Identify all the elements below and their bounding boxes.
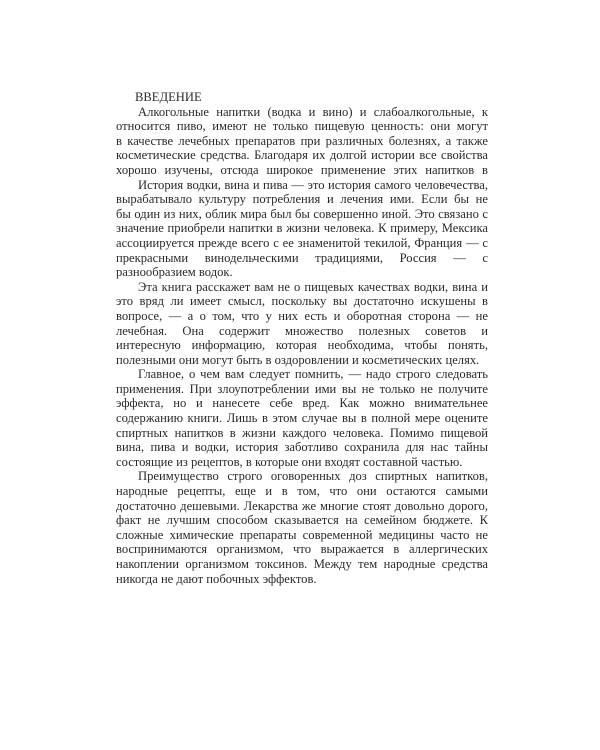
text-line: состоящие из рецептов, в которые они входят составной частью. <box>116 454 463 469</box>
section-heading: ВВЕДЕНИЕ <box>135 90 202 104</box>
text-line: никогда не дают побочных эффектов. <box>116 571 317 586</box>
text-line: сложные химические препараты современной медицины часто не <box>116 527 488 542</box>
text-line: эффекта, но и нанесете себе вред. Как можно внимательнее <box>116 396 488 411</box>
text-line: бы один из них, облик мира был бы совершенно иной. Это связано с <box>116 206 488 221</box>
document-page <box>116 90 488 586</box>
text-line: достаточно дешевыми. Лекарства же многие стоят довольно дорого, <box>116 498 488 513</box>
text-line: ассоциируется прежде всего с ее знаменитой текилой, Франция — с <box>116 235 488 250</box>
text-line: воспринимаются организмом, что выражается в аллергических <box>116 542 488 557</box>
text-line: История водки, вина и пива — это история самого человечества, <box>138 177 488 192</box>
text-line: хорошо изучены, отсюда широкое применение этих напитков в <box>116 162 488 177</box>
paragraph <box>116 367 488 469</box>
text-line: применения. При злоупотреблении ими вы не только не получите <box>116 381 488 396</box>
text-line: накоплении организмом токсинов. Между тем народные средства <box>116 557 488 571</box>
document-body <box>116 105 488 587</box>
text-line: прекрасными винодельческими традициями, Россия — с <box>116 250 488 265</box>
text-line: относится пиво, имеют не только пищевую ценность: они могут <box>116 119 488 134</box>
text-line: вина, пива и водки, история заботливо сохранила для нас тайны <box>116 440 488 455</box>
text-line: спиртных напитков в жизни каждого человека. Помимо пищевой <box>116 425 488 440</box>
text-line: значение приобрели напитки в жизни человека. К примеру, Мексика <box>116 221 488 236</box>
text-line: разнообразием водок. <box>116 265 233 280</box>
text-line: это вряд ли имеет смысл, поскольку вы достаточно искушены в <box>116 294 488 309</box>
text-line: вырабатывало культуру потребления и лечения ими. Если бы не <box>116 192 488 207</box>
paragraph <box>116 178 488 280</box>
text-line: Главное, о чем вам следует помнить, — надо строго следовать <box>138 367 488 382</box>
text-line: Алкогольные напитки (водка и вино) и слабоалкогольные, к <box>138 104 488 119</box>
text-line: в качестве лечебных препаратов при различных болезнях, а также <box>116 133 488 148</box>
paragraph <box>116 280 488 368</box>
text-line: полезными они могут быть в оздоровлении и косметических целях. <box>116 352 480 367</box>
text-line: интересную информацию, которая необходима, чтобы понять, <box>116 338 488 353</box>
text-line: вопросе, — а о том, что у них есть и оборотная сторона — не <box>116 308 488 323</box>
text-line: содержанию книги. Лишь в этом случае вы в полной мере оцените <box>116 411 488 426</box>
text-line: Эта книга расскажет вам не о пищевых качествах водки, вина и <box>138 279 488 294</box>
text-line: лечебная. Она содержит множество полезных советов и <box>116 323 488 338</box>
paragraph <box>116 469 488 586</box>
text-line: народные рецепты, еще и в том, что они остаются самыми <box>116 484 488 499</box>
text-line: Преимущество строго оговоренных доз спиртных напитков, <box>138 469 488 484</box>
text-line: косметические средства. Благодаря их долгой истории все свойства <box>116 148 488 163</box>
paragraph <box>116 105 488 178</box>
text-line: факт не лучшим способом сказывается на семейном бюджете. К <box>116 513 488 528</box>
